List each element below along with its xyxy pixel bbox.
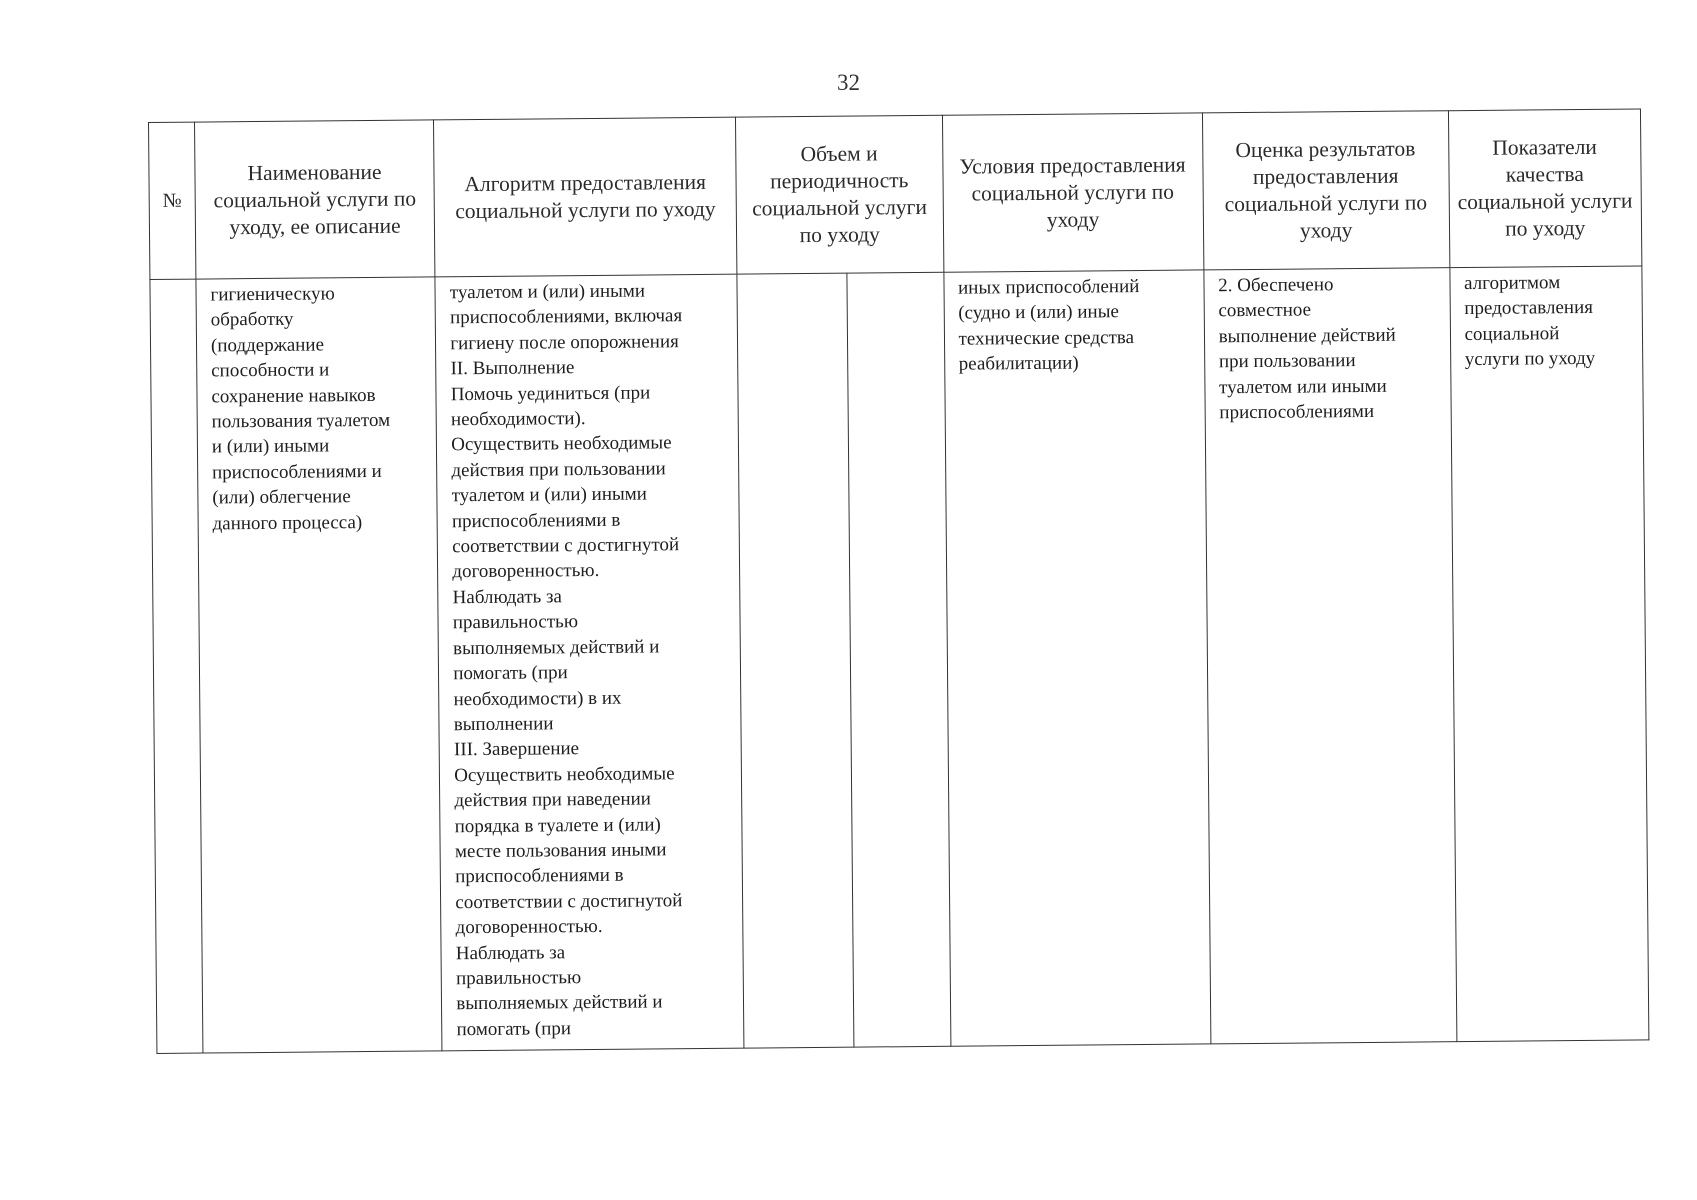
table-header-row [149, 109, 1642, 280]
header-number: № [149, 122, 196, 279]
header-evaluation: Оценка результатов предоставления социальной услуги по уходу [1202, 111, 1449, 270]
cell-volume-right [847, 272, 950, 1047]
page-number: 32 [837, 70, 860, 95]
services-table [148, 108, 1649, 1054]
table-row [150, 266, 1649, 1054]
header-algorithm: Алгоритм предоставления социальной услуги по уходу [434, 117, 737, 277]
cell-conditions: иных приспособлений (судно и (или) иные технические средства реабилитации) [943, 270, 1210, 1046]
cell-evaluation: 2. Обеспечено совместное выполнение действий при пользовании туалетом или иными приспособлениями [1204, 268, 1457, 1044]
header-volume-periodicity: Объем и периодичность социальной услуги по уходу [735, 115, 943, 274]
cell-service-name: гигиеническую обработку (поддержание способности и сохранение навыков пользования туалетом и (или) иными приспособлениями и (или) облегчение данного процесса) [196, 277, 442, 1053]
cell-number [150, 279, 203, 1053]
cell-volume-left [737, 273, 854, 1048]
cell-quality-indicators: алгоритмом предоставления социальной услуги по уходу [1449, 266, 1648, 1042]
header-service-name: Наименование социальной услуги по уходу, ее описание [194, 120, 435, 279]
header-quality-indicators: Показатели качества социальной услуги по уходу [1448, 109, 1642, 268]
header-conditions: Условия предоставления социальной услуги по уходу [942, 113, 1204, 272]
cell-algorithm: туалетом и (или) иными приспособлениями, включая гигиену после опорожнения II. Выполнение Помочь уединиться (при необходимости). Осуществить необходимые действия при пользовании туалетом и (или) иными приспособлениями в соответствии с достигнутой договоренностью. Наблюдать за правильностью выполняемых действий и помогать (при необходимости) в их выполнении III. Завершение Осуществить необходимые действия при наведении порядка в туалете и (или) месте пользования иными приспособлениями в соответствии с достигнутой договоренностью. Наблюдать за правильностью выполняемых действий и помогать (при [435, 274, 744, 1051]
